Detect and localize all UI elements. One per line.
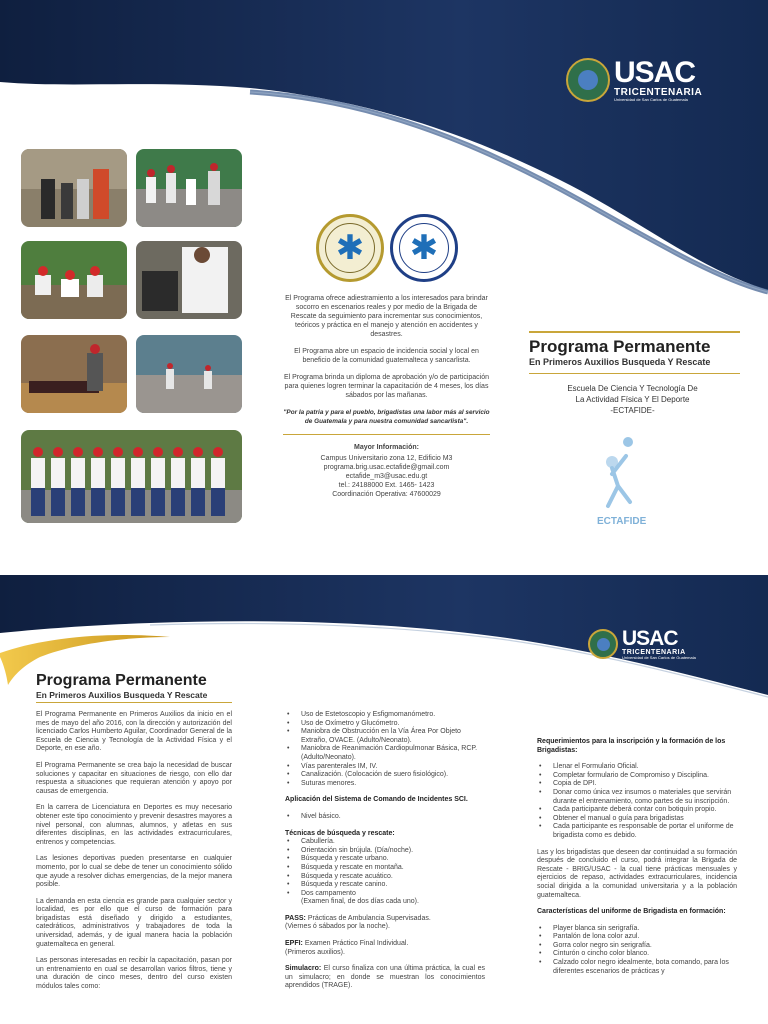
usac-logo-inside <box>588 628 696 660</box>
sci-heading: Aplicación del Sistema de Comando de Incidentes SCI. <box>285 796 468 804</box>
school-name <box>540 383 725 416</box>
requirements-heading: Requerimientos para la inscripción y la formación de los Brigadistas: <box>537 738 726 754</box>
photo-image <box>21 335 127 413</box>
contact-phone: tel.: 24188000 Ext. 1465- 1423 <box>338 482 435 489</box>
list-item: • Cabullería. <box>285 838 485 847</box>
list-item: • Uso de Estetoscopio y Esfigmomanómetro. <box>285 711 485 720</box>
list-item: • Cada participante deberá contar con botiquín propio. <box>537 806 737 815</box>
logo-tagline: Universidad de San Carlos de Guatemala <box>614 97 688 102</box>
list-item: • Maniobra de Obstrucción en la Vía Área Por Objeto Extraño, OVACE. (Adulto/Neonato). <box>285 728 485 745</box>
list-item: • Nivel básico. <box>285 813 485 822</box>
photo-group-brigade <box>21 430 242 523</box>
sim-text: El curso finaliza con una última práctica, la cual es un simulacro; en donde se muestran los conocimientos aprendidos (TRAGE). <box>285 965 485 990</box>
photo-image <box>21 149 127 227</box>
photo-image <box>136 149 242 227</box>
list-item: • Búsqueda y rescate acuático. <box>285 873 485 882</box>
pass-text: Prácticas de Ambulancia Supervisadas. <box>307 914 431 922</box>
contact-email-2[interactable]: ectafide_m3@usac.edu.gt <box>345 473 428 480</box>
epfi-label: EPFI: <box>285 940 303 948</box>
sci-list <box>285 813 485 822</box>
description-paragraph-2: El Programa abre un espacio de incidencia social y local en beneficio de la comunidad guatemalteca y sancarlista. <box>294 348 479 364</box>
photo-training-3 <box>21 241 127 319</box>
photo-training-1 <box>21 149 127 227</box>
photo-training-6 <box>136 335 242 413</box>
contact-operations: Coordinación Operativa: 47600029 <box>332 491 441 498</box>
uniform-list <box>537 925 737 977</box>
ectafide-logo-icon <box>596 434 646 514</box>
list-item: • Gorra color negro sin serigrafía. <box>537 942 737 951</box>
pass-line <box>285 915 485 924</box>
list-item: • Completar formulario de Compromiso y Disciplina. <box>537 772 737 781</box>
brigade-motto: "Por la patria y para el pueblo, brigadistas una labor más al servicio de Guatemala y para nuestra comunidad sancarlista". <box>283 409 490 425</box>
list-item: • Pantalón de lona color azul. <box>537 933 737 942</box>
list-item: • Llenar el Formulario Oficial. <box>537 763 737 772</box>
photo-image <box>136 335 242 413</box>
photo-image <box>21 430 242 523</box>
school-line-1: Escuela De Ciencia Y Tecnología De <box>567 384 698 393</box>
list-item: • Obtener el manual o guía para brigadistas <box>537 815 737 824</box>
column-requirements <box>537 738 737 976</box>
list-item: • Búsqueda y rescate en montaña. <box>285 864 485 873</box>
list-item: • Donar como única vez insumos o materiales que servirán durante el entrenamiento, como partes de su inscripción. <box>537 789 737 806</box>
list-item: • Canalización. (Colocación de suero fisiológico). <box>285 771 485 780</box>
history-paragraph-6: Las personas interesadas en recibir la capacitación, pasan por un entrenamiento en cual se desarrollan varios filtros, tiene y una duración de cinco meses, dentro del curso existen módulos tales como: <box>36 957 232 991</box>
history-paragraph-5: La demanda en esta ciencia es grande para cualquier sector y localidad, es por ello que el curso de formación para brigadistas está diseñado y dirigido a estudiantes, catedráticos, administrativos y trabajadores de toda la universidad, además, y de igual manera hacia la población guatemalteca en general. <box>36 897 232 948</box>
sim-label: Simulacro: <box>285 965 322 973</box>
contact-title: Mayor Información: <box>354 444 419 451</box>
description-paragraph-3: El Programa brinda un diploma de aprobación y/o de participación para quienes logren terminar la capacitación de 4 meses, los días sábados por las mañanas. <box>283 374 490 399</box>
contact-email-1[interactable]: programa.brig.usac.ectafide@gmail.com <box>323 464 450 471</box>
photo-training-2 <box>136 149 242 227</box>
photo-image <box>136 241 242 319</box>
logo-tagline: Universidad de San Carlos de Guatemala <box>622 655 696 660</box>
cover-subtitle: En Primeros Auxilios Busqueda Y Rescate <box>529 357 711 367</box>
list-item: • Búsqueda y rescate urbano. <box>285 855 485 864</box>
list-item: • Copia de DPI. <box>537 780 737 789</box>
list-item: • Player blanca sin serigrafía. <box>537 925 737 934</box>
continuity-paragraph: Las y los brigadistas que deseen dar continuidad a su formación después de concluido el curso, podrá integrar la Brigada de Rescate - BRIG/USAC - la cual tiene prácticas mensuales y ejercicios de repaso, actividades extracurriculares, incidencia social dirigida a la comunidad universitaria y a la población guatemalteca. <box>537 848 737 899</box>
usac-seal-icon <box>588 629 618 659</box>
school-line-2: La Actividad Física Y El Deporte <box>575 395 690 404</box>
ectafide-label: ECTAFIDE <box>597 516 647 527</box>
list-item: • Búsqueda y rescate canino. <box>285 881 485 890</box>
divider <box>283 434 490 435</box>
logo-name: USAC <box>614 56 696 89</box>
camp-note: (Examen final, de dos días cada uno). <box>301 898 419 906</box>
list-item: • Maniobra de Reanimación Cardiopulmonar Básica, RCP. (Adulto/Neonato). <box>285 745 485 762</box>
list-item: • Vías parenterales IM, IV. <box>285 763 485 772</box>
pass-note: (Viernes ó sábados por la noche). <box>285 923 390 931</box>
logo-subtitle: TRICENTENARIA <box>614 87 703 98</box>
cover-rule-bottom <box>529 373 740 374</box>
logo-name: USAC <box>622 627 678 650</box>
requirements-list <box>537 763 737 840</box>
star-of-life-icon: ✱ <box>409 229 439 267</box>
inside-title: Programa Permanente <box>36 672 207 689</box>
cover-title: Programa Permanente <box>529 337 711 356</box>
usac-seal-icon <box>566 58 610 102</box>
brigade-emblem-blue <box>390 214 458 282</box>
column-modules <box>285 711 485 999</box>
uniform-heading: Características del uniforme de Brigadista en formación: <box>537 908 726 916</box>
column-history <box>36 711 232 1000</box>
photo-training-5 <box>21 335 127 413</box>
inside-rule <box>36 702 232 703</box>
list-item: • Uso de Oxímetro y Glucómetro. <box>285 720 485 729</box>
list-item: • Orientación sin brújula. (Día/noche). <box>285 847 485 856</box>
description-paragraph-1: El Programa ofrece adiestramiento a los interesados para brindar socorro en escenarios reales y por medio de la Brigada de Rescate da seguimiento para incrementar sus conocimientos, teóricos y práctica en el manejo y atención en accidentes y desastres. <box>285 295 488 338</box>
brigade-emblem-gold <box>316 214 384 282</box>
photo-image <box>21 241 127 319</box>
list-item: • Calzado color negro idealmente, bota comando, para los diferentes escenarios de prácticas y <box>537 959 737 976</box>
history-paragraph-1: El Programa Permanente en Primeros Auxilios da inicio en el mes de mayo del año 2016, con la dirección y autorización del licenciado Carlos Humberto Aguilar, Coordinador General de la Escuela de Ciencia y Tecnología de la Actividad Física y el Deporte, en ese año. <box>36 711 232 753</box>
list-item: • Cinturón o cincho color blanco. <box>537 950 737 959</box>
epfi-note: (Primeros auxilios). <box>285 948 345 956</box>
epfi-text: Examen Práctico Final Individual. <box>304 940 409 948</box>
usac-logo <box>566 58 702 102</box>
list-item: • Cada participante es responsable de portar el uniforme de brigadista como es debido. <box>537 823 737 840</box>
logo-subtitle: TRICENTENARIA <box>622 649 686 656</box>
history-paragraph-3: En la carrera de Licenciatura en Deportes es muy necesario obtener este tipo conocimiento y prevenir desastres mayores a nivel personal, con alumnas, alumnos, y atletas en sus diferentes disciplinas, en las actividades extracurriculares, entrenos y competencias. <box>36 804 232 846</box>
cover-rule-top <box>529 331 740 333</box>
school-line-3: -ECTAFIDE- <box>610 406 655 415</box>
contact-address: Campus Universitario zona 12, Edificio M3 <box>320 455 453 462</box>
list-item: • Suturas menores. <box>285 780 485 789</box>
pass-label: PASS: <box>285 914 306 922</box>
rescue-list <box>285 838 485 898</box>
star-of-life-icon: ✱ <box>335 229 365 267</box>
photo-training-4 <box>136 241 242 319</box>
rescue-heading: Técnicas de búsqueda y rescate: <box>285 829 395 837</box>
sim-line <box>285 965 485 991</box>
inside-subtitle: En Primeros Auxilios Busqueda Y Rescate <box>36 690 208 700</box>
module-list <box>285 711 485 788</box>
history-paragraph-2: El Programa Permanente se crea bajo la necesidad de buscar soluciones y capacitar en situaciones de riesgo, con ello dar respuesta a situaciones que requieran atención y apoyo por causas de emergencia. <box>36 761 232 795</box>
history-paragraph-4: Las lesiones deportivas pueden presentarse en cualquier momento, por lo cual se debe de tener un conocimiento sólido que ayude a resolver dichas emergencias, de la mejor manera posible. <box>36 855 232 889</box>
epfi-line <box>285 940 485 949</box>
list-item: • Dos campamento <box>285 890 485 899</box>
program-description <box>283 294 490 499</box>
